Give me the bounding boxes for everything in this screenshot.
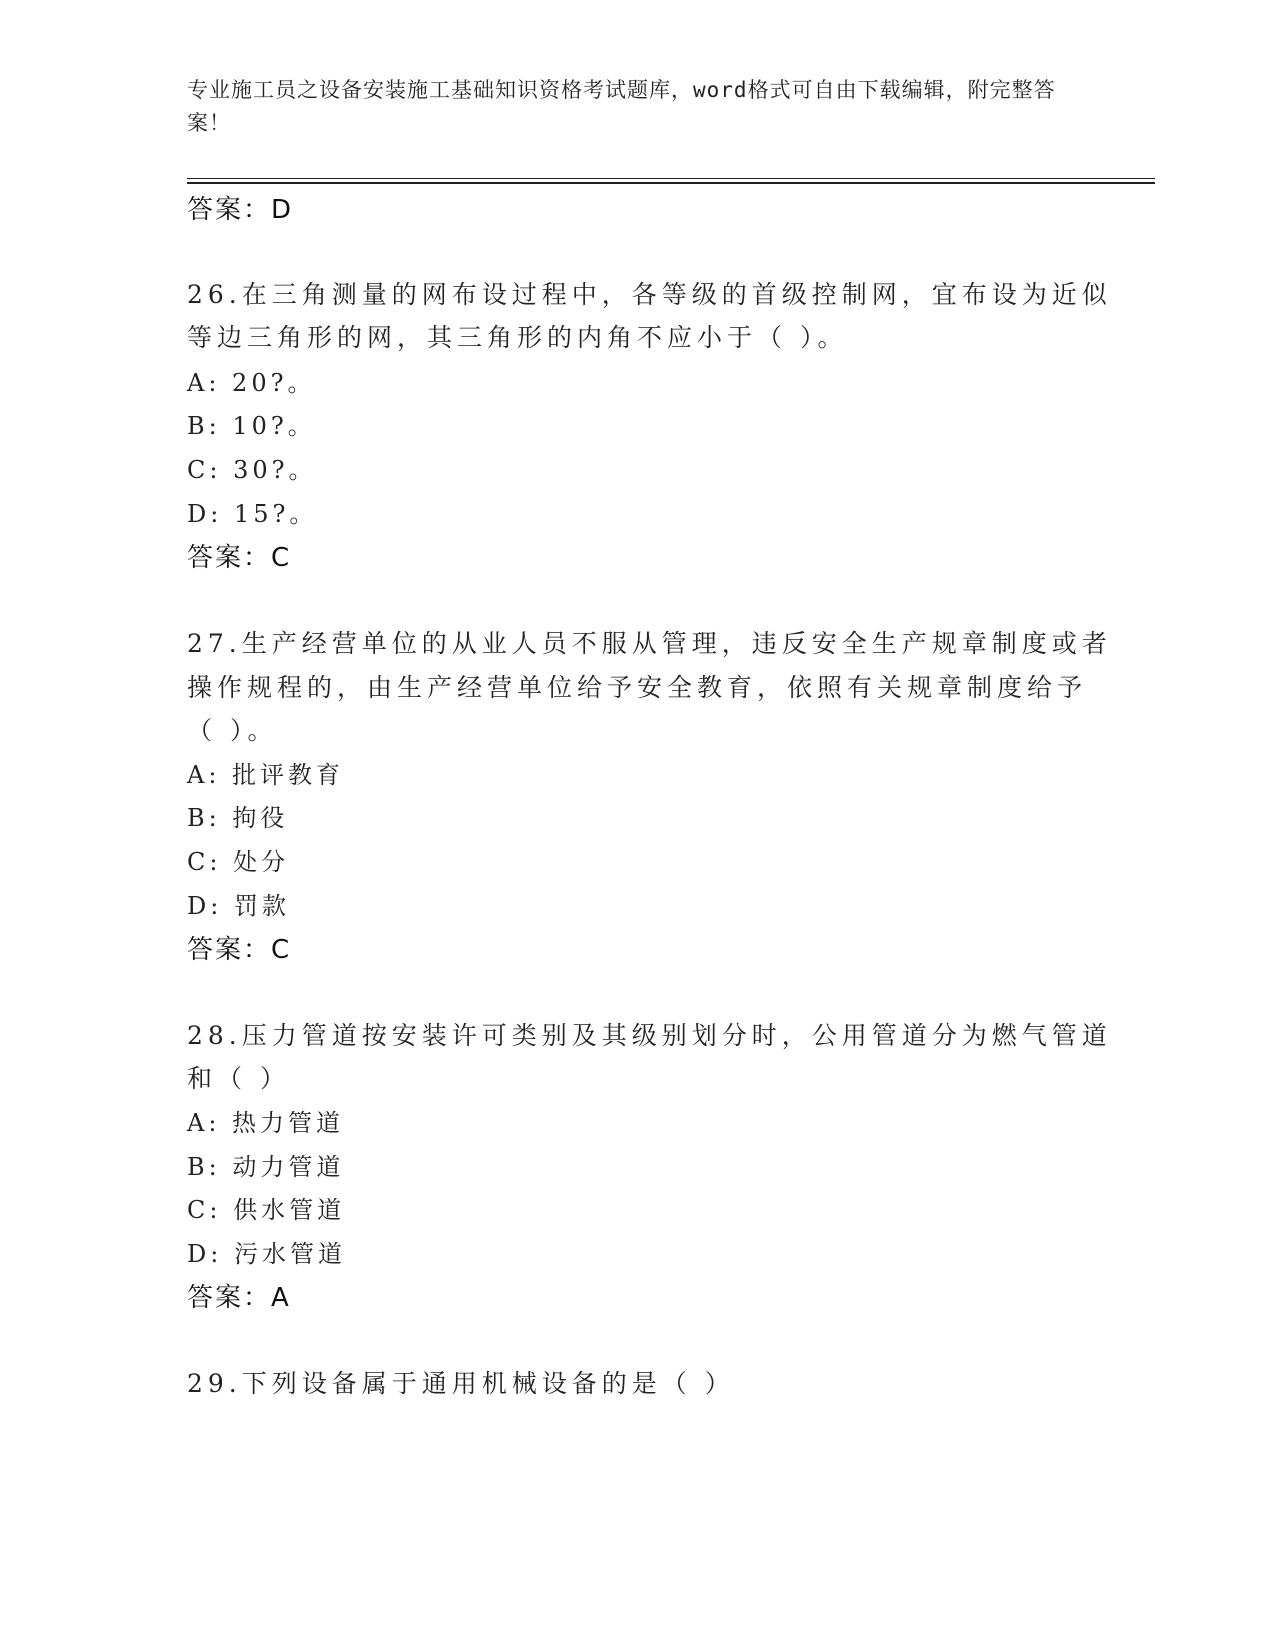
question-28-line-2: 和（ ）	[187, 1064, 290, 1093]
header-divider-thin	[187, 178, 1155, 179]
question-29-line-1: 29.下列设备属于通用机械设备的是（ ）	[187, 1369, 735, 1398]
question-27-line-1: 27.生产经营单位的从业人员不服从管理，违反安全生产规章制度或者	[187, 629, 1112, 658]
question-27-option-c: C: 处分	[187, 848, 290, 876]
question-26-option-c: C: 30?。	[187, 456, 317, 484]
question-26-option-b: B: 10?。	[187, 412, 316, 440]
question-28-answer: 答案：A	[187, 1283, 291, 1313]
question-27-line-2: 操作规程的，由生产经营单位给予安全教育，依照有关规章制度给予	[187, 673, 1088, 702]
question-26-line-1: 26.在三角测量的网布设过程中，各等级的首级控制网，宜布设为近似	[187, 280, 1112, 309]
question-27-option-b: B: 拘役	[187, 804, 289, 832]
question-28-option-b: B: 动力管道	[187, 1153, 345, 1181]
question-27-line-3: （ ）。	[187, 716, 278, 745]
question-28-option-c: C: 供水管道	[187, 1196, 346, 1224]
header-divider-thick	[187, 182, 1155, 184]
question-28-option-a: A: 热力管道	[187, 1109, 345, 1137]
question-27-answer: 答案：C	[187, 935, 292, 965]
document-header: 专业施工员之设备安装施工基础知识资格考试题库，word格式可自由下载编辑，附完整答案！	[187, 78, 1056, 135]
answer-label: 答案：D	[187, 195, 294, 225]
question-28-option-d: D: 污水管道	[187, 1240, 346, 1268]
question-27-option-a: A: 批评教育	[187, 761, 345, 789]
question-26-answer: 答案：C	[187, 543, 292, 573]
question-26-option-d: D: 15?。	[187, 500, 318, 528]
question-28-line-1: 28.压力管道按安装许可类别及其级别划分时，公用管道分为燃气管道	[187, 1021, 1112, 1050]
question-26-option-a: A: 20?。	[187, 369, 316, 397]
question-27-option-d: D: 罚款	[187, 892, 290, 920]
question-26-line-2: 等边三角形的网，其三角形的内角不应小于（ ）。	[187, 323, 848, 352]
